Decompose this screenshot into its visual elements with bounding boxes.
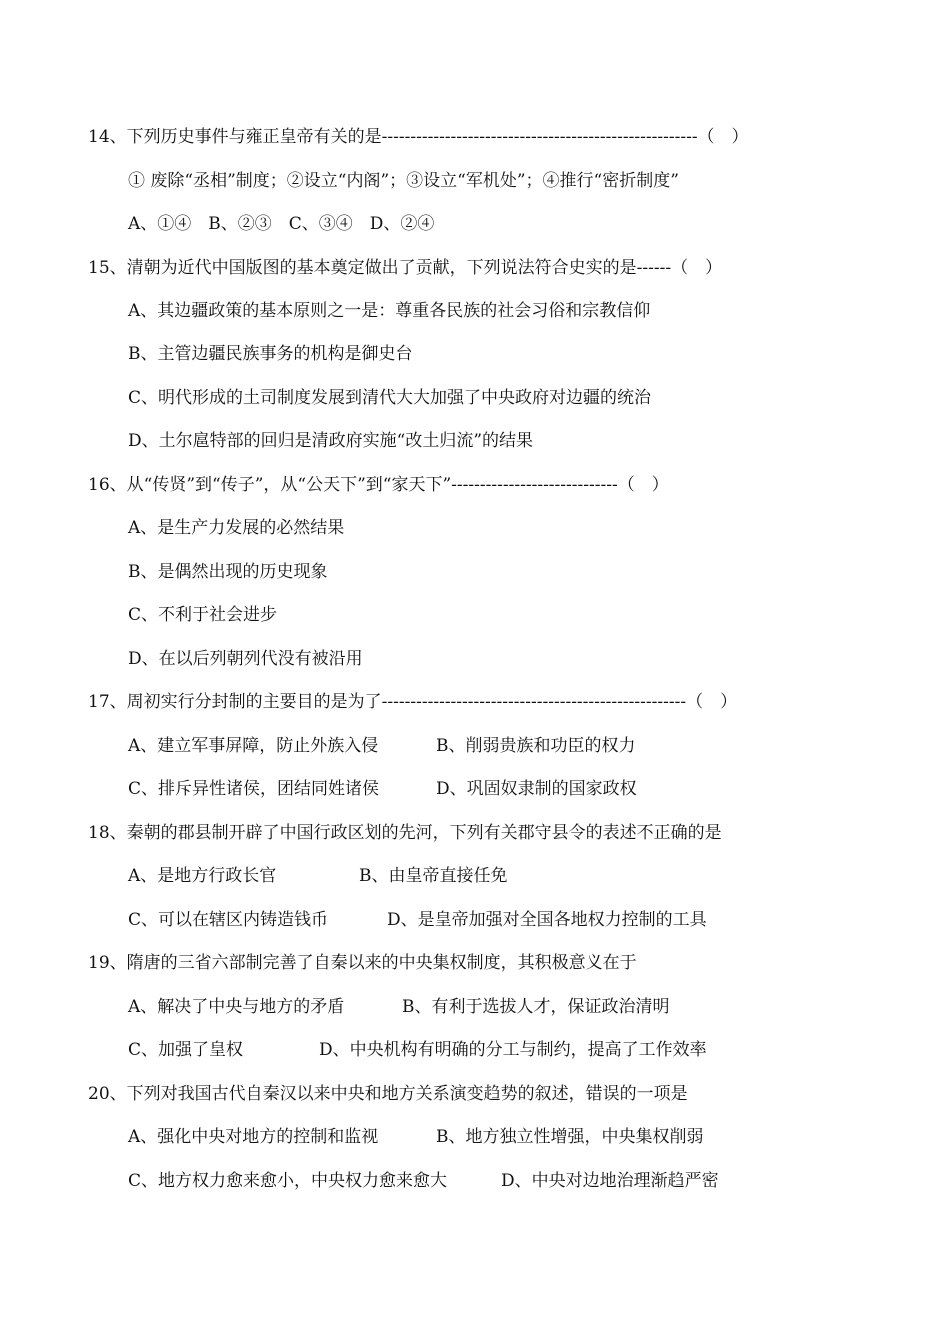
question-17-option-d: D、巩固奴隶制的国家政权	[436, 779, 637, 799]
question-18-option-c: C、可以在辖区内铸造钱币	[128, 910, 329, 930]
question-20-option-b: B、地方独立性增强，中央集权削弱	[436, 1127, 704, 1147]
question-19-option-a: A、解决了中央与地方的矛盾	[128, 997, 345, 1017]
question-17-option-c: C、排斥异性诸侯，团结同姓诸侯	[128, 779, 380, 799]
question-16-option-b: B、是偶然出现的历史现象	[128, 562, 328, 582]
question-15-stem: 15、清朝为近代中国版图的基本奠定做出了贡献，下列说法符合史实的是------（ ）	[88, 258, 723, 278]
question-14-items: ① 废除“丞相”制度；②设立“内阁”；③设立“军机处”；④推行“密折制度”	[128, 171, 679, 191]
question-15-option-a: A、其边疆政策的基本原则之一是：尊重各民族的社会习俗和宗教信仰	[128, 301, 651, 321]
question-14-stem: 14、下列历史事件与雍正皇帝有关的是-------------------------------------------------------（ ）	[88, 127, 749, 147]
question-16-option-a: A、是生产力发展的必然结果	[128, 518, 345, 538]
question-19-option-d: D、中央机构有明确的分工与制约，提高了工作效率	[319, 1040, 707, 1060]
question-19-stem: 19、隋唐的三省六部制完善了自秦以来的中央集权制度，其积极意义在于	[88, 953, 637, 973]
question-15-option-c: C、明代形成的土司制度发展到清代大大加强了中央政府对边疆的统治	[128, 388, 652, 408]
question-20-option-d: D、中央对边地治理渐趋严密	[501, 1171, 719, 1191]
question-14-options: A、①④ B、②③ C、③④ D、②④	[128, 214, 435, 234]
question-20-option-a: A、强化中央对地方的控制和监视	[128, 1127, 379, 1147]
question-15-option-b: B、主管边疆民族事务的机构是御史台	[128, 344, 413, 364]
question-18-option-a: A、是地方行政长官	[128, 866, 277, 886]
question-18-option-d: D、是皇帝加强对全国各地权力控制的工具	[387, 910, 707, 930]
question-19-option-c: C、加强了皇权	[128, 1040, 244, 1060]
question-20-option-c: C、地方权力愈来愈小，中央权力愈来愈大	[128, 1171, 448, 1191]
question-17-option-a: A、建立军事屏障，防止外族入侵	[128, 736, 379, 756]
question-17-option-b: B、削弱贵族和功臣的权力	[436, 736, 636, 756]
question-16-stem: 16、从“传贤”到“传子”，从“公天下”到“家天下”-----------------------------（ ）	[88, 475, 669, 495]
question-15-option-d: D、土尔扈特部的回归是清政府实施“改土归流”的结果	[128, 431, 534, 451]
question-20-stem: 20、下列对我国古代自秦汉以来中央和地方关系演变趋势的叙述，错误的一项是	[88, 1084, 688, 1104]
question-18-stem: 18、秦朝的郡县制开辟了中国行政区划的先河，下列有关郡守县令的表述不正确的是	[88, 823, 722, 843]
question-17-stem: 17、周初实行分封制的主要目的是为了-----------------------------------------------------（ ）	[88, 692, 738, 712]
question-16-option-d: D、在以后列朝列代没有被沿用	[128, 649, 363, 669]
question-16-option-c: C、不利于社会进步	[128, 605, 278, 625]
question-19-option-b: B、有利于选拔人才，保证政治清明	[402, 997, 670, 1017]
question-18-option-b: B、由皇帝直接任免	[359, 866, 508, 886]
